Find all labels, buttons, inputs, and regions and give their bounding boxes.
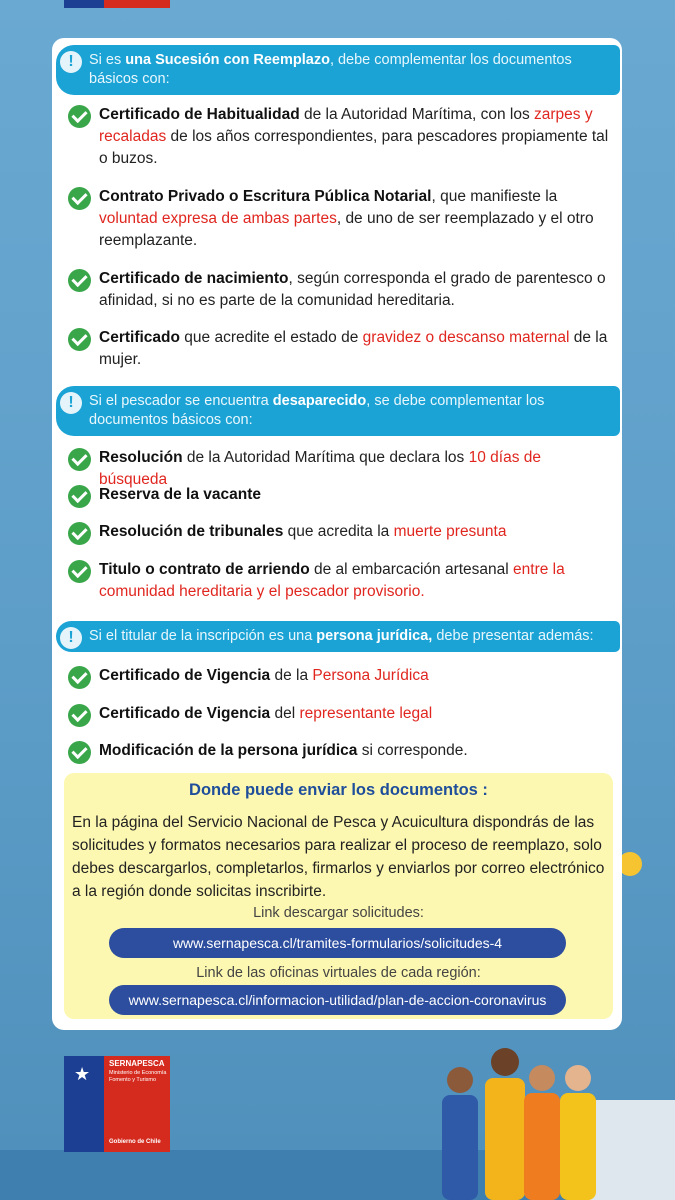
check-icon [68, 560, 91, 583]
link-solicitudes[interactable]: www.sernapesca.cl/tramites-formularios/solicitudes-4 [109, 928, 566, 958]
check-icon [68, 328, 91, 351]
info-body: En la página del Servicio Nacional de Pesca y Acuicultura dispondrás de las solicitudes y formatos necesarios para realizar el proceso de reemplazo, solo debes descargarlos, completarlos, firmarlos y enviarlos por correo electrónico a la región donde solicitas inscribirte. [72, 814, 605, 900]
banner-desaparecido: ! Si el pescador se encuentra desaparecido, se debe complementar los documentos básicos con: [56, 386, 620, 436]
link-label-solicitudes: Link descargar solicitudes: [253, 905, 424, 921]
check-icon [68, 269, 91, 292]
exclamation-icon: ! [60, 51, 82, 73]
list-item: Titulo o contrato de arriendo de al embarcación artesanal entre la comunidad hereditaria y el pescador provisorio. [68, 559, 613, 603]
fishermen-illustration [430, 1040, 675, 1200]
list-item: Certificado de Vigencia del representante legal [68, 703, 613, 725]
banner-sucesion: ! Si es una Sucesión con Reemplazo, debe complementar los documentos básicos con: [56, 45, 620, 95]
list-item: Certificado de Vigencia de la Persona Jurídica [68, 665, 613, 687]
list-item: Certificado de nacimiento, según corresponda el grado de parentesco o afinidad, si no es parte de la comunidad hereditaria. [68, 268, 613, 312]
list-item: Reserva de la vacante [68, 484, 613, 506]
list-item: Certificado de Habitualidad de la Autoridad Marítima, con los zarpes y recaladas de los años correspondientes, para pescadores propiamente tal o buzos. [68, 104, 613, 170]
logo-government: Gobierno de Chile [109, 1139, 161, 1145]
link-oficinas-virtuales[interactable]: www.sernapesca.cl/informacion-utilidad/plan-de-accion-coronavirus [109, 985, 566, 1015]
check-icon [68, 105, 91, 128]
banner-persona-juridica: ! Si el titular de la inscripción es una persona jurídica, debe presentar además: [56, 621, 620, 652]
link-label-oficinas: Link de las oficinas virtuales de cada región: [196, 965, 481, 981]
check-icon [68, 485, 91, 508]
check-icon [68, 187, 91, 210]
exclamation-icon: ! [60, 392, 82, 414]
info-box [64, 773, 613, 1019]
check-icon [68, 522, 91, 545]
list-item: Contrato Privado o Escritura Pública Notarial, que manifieste la voluntad expresa de ambas partes, de uno de ser reemplazado y el otro reemplazante. [68, 186, 613, 252]
info-title: Donde puede enviar los documentos : [189, 781, 488, 799]
exclamation-icon: ! [60, 627, 82, 649]
logo-ministry: Ministerio de Economía Fomento y Turismo [109, 1070, 167, 1083]
check-icon [68, 704, 91, 727]
logo-name: SERNAPESCA [109, 1059, 165, 1068]
list-item: Modificación de la persona jurídica si corresponde. [68, 740, 613, 762]
list-item: Resolución de la Autoridad Marítima que declara los 10 días de búsqueda [68, 447, 613, 491]
check-icon [68, 741, 91, 764]
sernapesca-logo [64, 1056, 170, 1152]
list-item: Certificado que acredite el estado de gravidez o descanso maternal de la mujer. [68, 327, 613, 371]
list-item: Resolución de tribunales que acredita la muerte presunta [68, 521, 613, 543]
star-icon: ★ [74, 1064, 91, 1084]
check-icon [68, 448, 91, 471]
check-icon [68, 666, 91, 689]
top-flag-stripe [64, 0, 170, 8]
